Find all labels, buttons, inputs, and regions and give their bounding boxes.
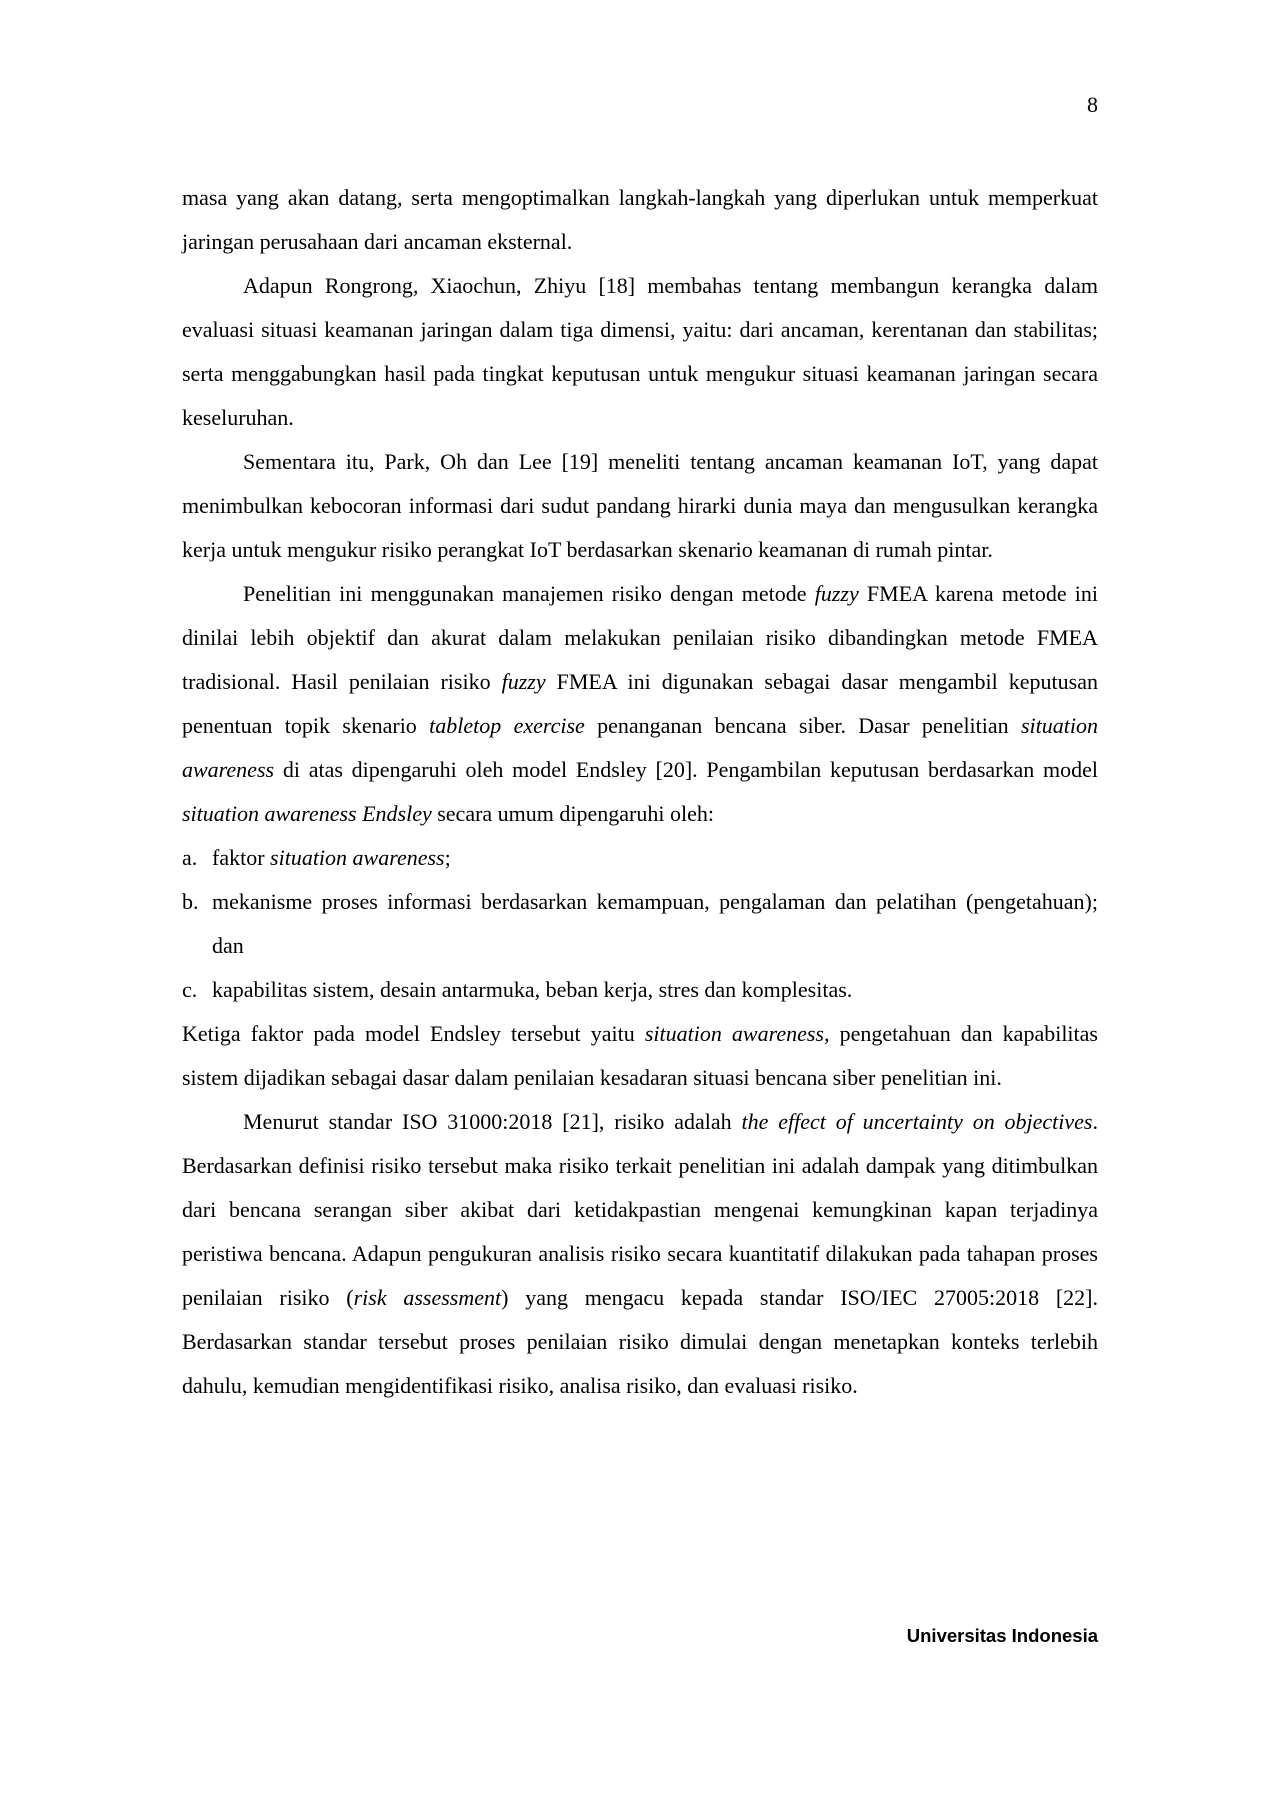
list-marker: b. [182, 889, 199, 914]
paragraph-park-oh-lee [182, 440, 1098, 572]
paragraph-continuation [182, 176, 1098, 264]
text-run: mekanisme proses informasi berdasarkan kemampuan, pengalaman dan pelatihan (pengetahuan); dan [212, 889, 1098, 958]
italic-term: fuzzy [501, 669, 546, 694]
list-marker: c. [182, 977, 198, 1002]
factor-list [182, 836, 1098, 1012]
text-run: penanganan bencana siber. Dasar penelitian [584, 713, 1021, 738]
paragraph-text: Adapun Rongrong, Xiaochun, Zhiyu [18] membahas tentang membangun kerangka dalam evaluasi situasi keamanan jaringan dalam tiga dimensi, yaitu: dari ancaman, kerentanan dan stabilitas; serta menggabungkan hasil pada tingkat keputusan untuk mengukur situasi keamanan jaringan secara keseluruhan. [182, 273, 1098, 430]
list-item [182, 968, 1098, 1012]
text-run: secara umum dipengaruhi oleh: [431, 801, 714, 826]
list-marker: a. [182, 845, 198, 870]
paragraph-fuzzy-fmea [182, 572, 1098, 836]
list-item [182, 836, 1098, 880]
text-run: di atas dipengaruhi oleh model Endsley [20]. Pengambilan keputusan berdasarkan model [274, 757, 1098, 782]
page-number: 8 [1087, 92, 1098, 117]
italic-term: situation awareness [182, 713, 1098, 782]
paragraph-iso-31000 [182, 1100, 1098, 1408]
text-run: FMEA ini digunakan sebagai dasar mengambil keputusan penentuan topik skenario [182, 669, 1098, 738]
text-run: Penelitian ini menggunakan manajemen risiko dengan metode [243, 581, 815, 606]
footer-institution: Universitas Indonesia [906, 1625, 1098, 1646]
italic-term: the effect of uncertainty on objectives [741, 1109, 1093, 1134]
italic-term: situation awareness, [644, 1021, 830, 1046]
italic-term: situation awareness Endsley [182, 801, 432, 826]
text-run: ) yang mengacu kepada standar ISO/IEC 27005:2018 [22]. Berdasarkan standar tersebut proses penilaian risiko dimulai dengan menetapkan konteks terlebih dahulu, kemudian mengidentifikasi risiko, analisa risiko, dan evaluasi risiko. [182, 1285, 1098, 1398]
text-run: Menurut standar ISO 31000:2018 [21], risiko adalah [243, 1109, 742, 1134]
italic-term: fuzzy [814, 581, 859, 606]
paragraph-text: Sementara itu, Park, Oh dan Lee [19] meneliti tentang ancaman keamanan IoT, yang dapat menimbulkan kebocoran informasi dari sudut pandang hirarki dunia maya dan mengusulkan kerangka kerja untuk mengukur risiko perangkat IoT berdasarkan skenario keamanan di rumah pintar. [182, 449, 1098, 562]
text-run: kapabilitas sistem, desain antarmuka, beban kerja, stres dan komplesitas. [212, 977, 853, 1002]
italic-term: risk assessment [353, 1285, 502, 1310]
text-run: . Berdasarkan definisi risiko tersebut maka risiko terkait penelitian ini adalah dampak yang ditimbulkan dari bencana serangan siber akibat dari ketidakpastian mengenai kemungkinan kapan terjadinya peristiwa bencana. Adapun pengukuran analisis risiko secara kuantitatif dilakukan pada tahapan proses penilaian risiko ( [182, 1109, 1098, 1310]
text-run: faktor [212, 845, 271, 870]
italic-term: situation awareness [270, 845, 445, 870]
text-run: pengetahuan dan kapabilitas sistem dijadikan sebagai dasar dalam penilaian kesadaran situasi bencana siber penelitian ini. [182, 1021, 1098, 1090]
list-item [182, 880, 1098, 968]
text-run: ; [444, 845, 451, 870]
text-run: FMEA karena metode ini dinilai lebih objektif dan akurat dalam melakukan penilaian risiko dibandingkan metode FMEA tradisional. Hasil penilaian risiko [182, 581, 1098, 694]
paragraph-text: masa yang akan datang, serta mengoptimalkan langkah-langkah yang diperlukan untuk memperkuat jaringan perusahaan dari ancaman eksternal. [182, 185, 1098, 254]
paragraph-rongrong [182, 264, 1098, 440]
paragraph-ketiga-faktor [182, 1012, 1098, 1100]
body-text [182, 176, 1098, 1408]
text-run: Ketiga faktor pada model Endsley tersebut yaitu [182, 1021, 645, 1046]
italic-term: tabletop exercise [429, 713, 585, 738]
